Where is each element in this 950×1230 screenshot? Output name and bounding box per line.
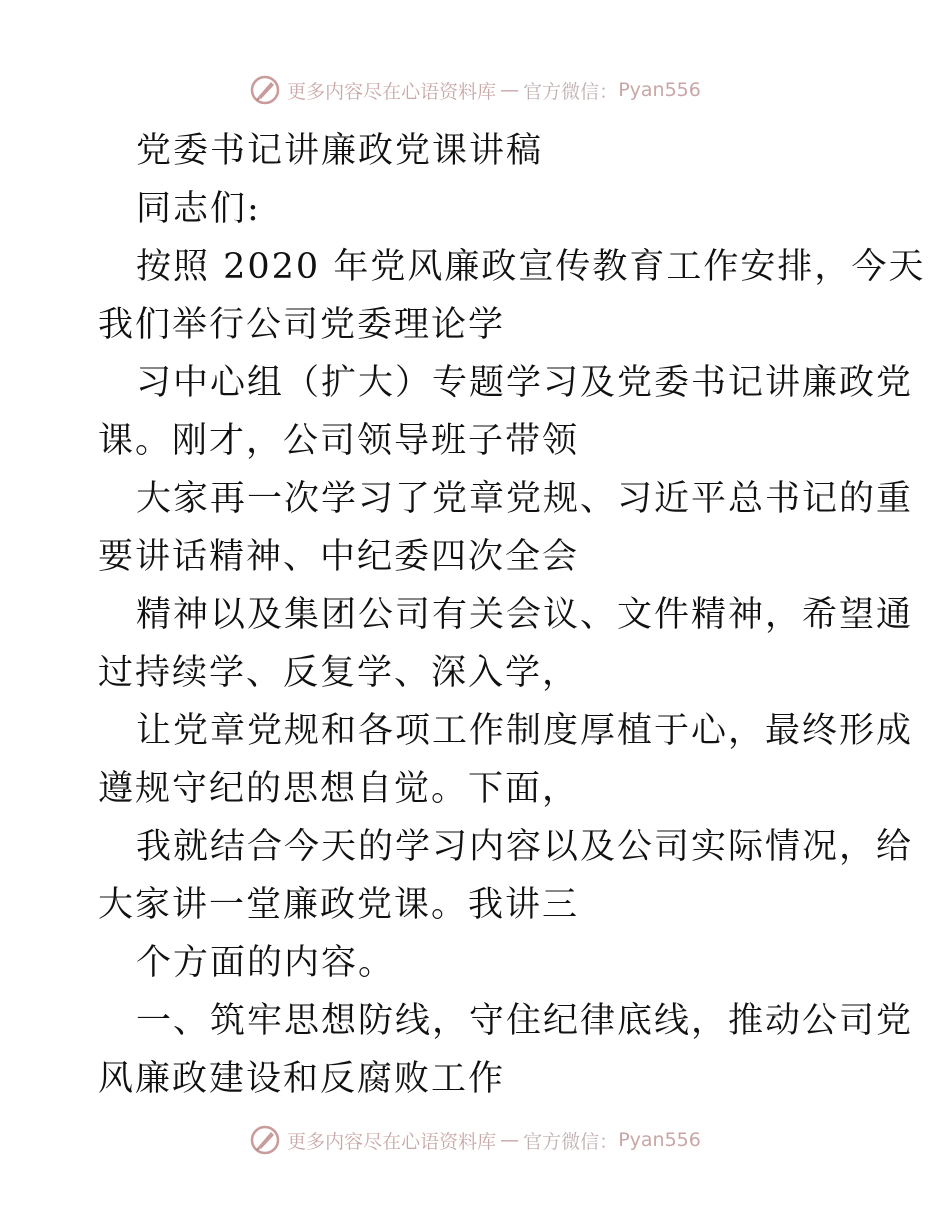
text-line: 精神以及集团公司有关会议、文件精神，希望通 xyxy=(136,595,914,635)
text-line: 我们举行公司党委理论学 xyxy=(98,305,506,345)
text-line: 让党章党规和各项工作制度厚植于心，最终形成 xyxy=(136,711,914,751)
text-line: 遵规守纪的思想自觉。下面， xyxy=(98,769,580,809)
header-watermark xyxy=(0,70,950,110)
quill-pen-seal-icon xyxy=(249,1124,281,1156)
text-line: 课。刚才，公司领导班子带领 xyxy=(98,421,580,461)
document-body xyxy=(98,122,926,1108)
text-line: 大家讲一堂廉政党课。我讲三 xyxy=(98,885,580,925)
watermark-dash: — xyxy=(500,79,520,101)
watermark-wechat-label: 官方微信： xyxy=(523,80,619,103)
watermark-site-text: 更多内容尽在心语资料库 xyxy=(287,80,497,103)
watermark-dash: — xyxy=(500,1129,520,1151)
text-line: 要讲话精神、中纪委四次全会 xyxy=(98,537,580,577)
text-line: 个方面的内容。 xyxy=(136,943,396,983)
quill-pen-seal-icon xyxy=(249,74,281,106)
text-line: 大家再一次学习了党章党规、习近平总书记的重 xyxy=(136,479,914,519)
text-line: 过持续学、反复学、深入学， xyxy=(98,653,580,693)
document-title: 党委书记讲廉政党课讲稿 xyxy=(136,131,544,171)
watermark-account: Pyan556 xyxy=(618,79,701,101)
section-heading-continued: 风廉政建设和反腐败工作 xyxy=(98,1059,506,1099)
watermark-site-text: 更多内容尽在心语资料库 xyxy=(287,1130,497,1153)
text-line: 我就结合今天的学习内容以及公司实际情况，给 xyxy=(136,827,914,867)
watermark-account: Pyan556 xyxy=(618,1129,701,1151)
watermark-wechat-label: 官方微信： xyxy=(523,1130,619,1153)
footer-watermark xyxy=(0,1120,950,1160)
text-line: 习中心组（扩大）专题学习及党委书记讲廉政党 xyxy=(136,363,914,403)
text-line: 按照 2020 年党风廉政宣传教育工作安排，今天 xyxy=(136,247,926,287)
section-heading: 一、筑牢思想防线，守住纪律底线，推动公司党 xyxy=(136,1001,914,1041)
salutation: 同志们: xyxy=(136,189,261,229)
